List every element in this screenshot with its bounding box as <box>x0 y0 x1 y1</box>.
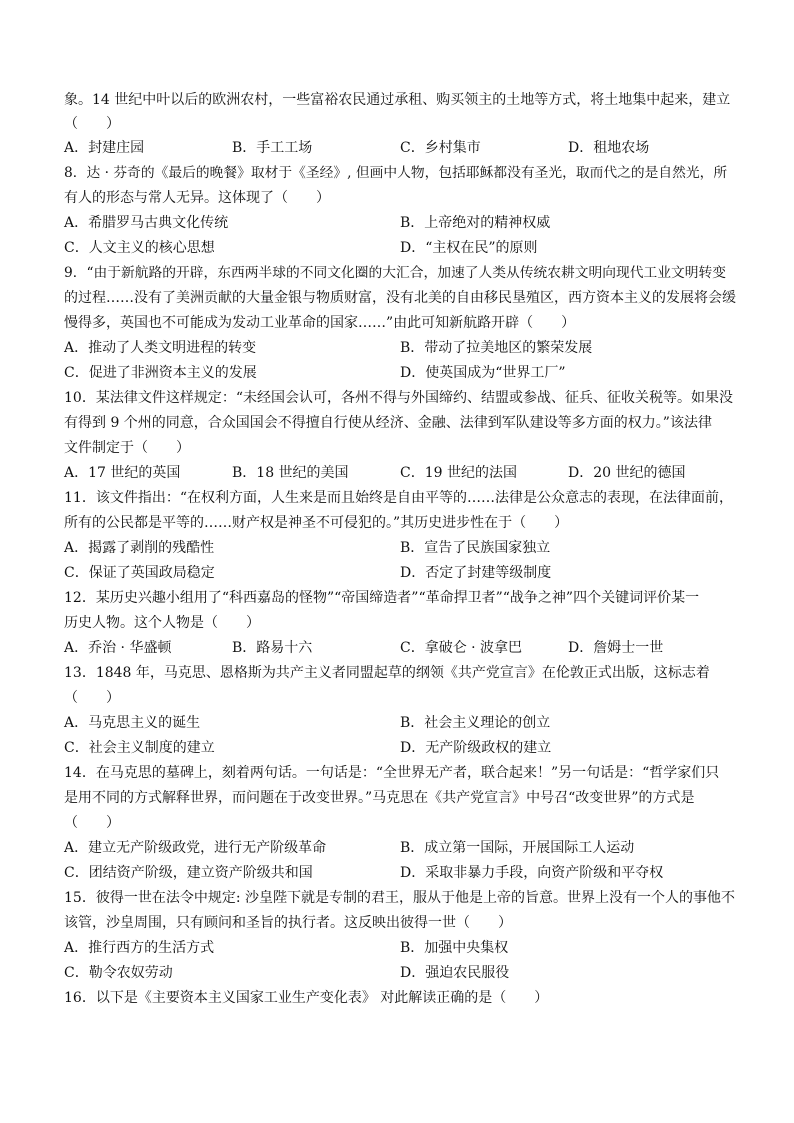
question-9-text-line-3: 慢得多，英国也不可能成为发动工业革命的国家……”由此可知新航路开辟（ ） <box>64 315 576 331</box>
question-11-text-line-1: 11．该文件指出：“在权利方面，人生来是而且始终是自由平等的……法律是公众意志的表现，在法律面前， <box>64 490 733 506</box>
question-8-text-line-1: 8．达 · 芬奇的《最后的晚餐》取材于《圣经》, 但画中人物，包括耶稣都没有圣光，取而代之的是自然光，所 <box>64 165 728 181</box>
question-10-text-line-3: 文件制定于（ ） <box>64 440 190 456</box>
question-14-option-d[interactable]: D．采取非暴力手段，向资产阶级和平夺权 <box>400 865 664 881</box>
question-10-option-a[interactable]: A．17 世纪的英国 <box>64 465 181 481</box>
question-12-option-a[interactable]: A．乔治 · 华盛顿 <box>64 640 172 656</box>
question-9-option-b[interactable]: B．带动了拉美地区的繁荣发展 <box>400 340 593 356</box>
question-16-text-line-1: 16．以下是《主要资本主义国家工业生产变化表》 对此解读正确的是（ ） <box>64 990 549 1006</box>
question-14-option-b[interactable]: B．成立第一国际，开展国际工人运动 <box>400 840 635 856</box>
question-7-text-line-1: 象。14 世纪中叶以后的欧洲农村，一些富裕农民通过承租、购买领主的土地等方式，将土地集中起来，建立 <box>64 92 731 108</box>
question-7-option-a[interactable]: A．封建庄园 <box>64 140 145 156</box>
question-13-option-b[interactable]: B．社会主义理论的创立 <box>400 715 551 731</box>
question-14-text-line-2: 是用不同的方式解释世界，而问题在于改变世界。”马克思在《共产党宣言》中号召“改变世界”的方式是 <box>64 790 695 806</box>
question-9-option-a[interactable]: A．推动了人类文明进程的转变 <box>64 340 257 356</box>
question-15-option-c[interactable]: C．勒令农奴劳动 <box>64 965 173 981</box>
question-8-option-a[interactable]: A．希腊罗马古典文化传统 <box>64 215 229 231</box>
question-10-option-d[interactable]: D．20 世纪的德国 <box>568 465 686 481</box>
question-12-text-line-2: 历史人物。这个人物是（ ） <box>64 615 260 631</box>
question-13-option-a[interactable]: A．马克思主义的诞生 <box>64 715 201 731</box>
question-12-option-d[interactable]: D．詹姆士一世 <box>568 640 664 656</box>
question-15-option-a[interactable]: A．推行西方的生活方式 <box>64 940 215 956</box>
question-8-option-c[interactable]: C．人文主义的核心思想 <box>64 240 215 256</box>
question-7-option-c[interactable]: C．乡村集市 <box>400 140 481 156</box>
question-11-option-b[interactable]: B．宣告了民族国家独立 <box>400 540 551 556</box>
question-13-option-d[interactable]: D．无产阶级政权的建立 <box>400 740 552 756</box>
question-15-option-d[interactable]: D．强迫农民服役 <box>400 965 510 981</box>
question-11-text-line-2: 所有的公民都是平等的……财产权是神圣不可侵犯的。”其历史进步性在于（ ） <box>64 515 569 531</box>
question-11-option-d[interactable]: D．否定了封建等级制度 <box>400 565 552 581</box>
question-11-option-c[interactable]: C．保证了英国政局稳定 <box>64 565 215 581</box>
question-11-option-a[interactable]: A．揭露了剥削的残酷性 <box>64 540 215 556</box>
question-15-text-line-1: 15．彼得一世在法令中规定: 沙皇陛下就是专制的君王，服从于他是上帝的旨意。世界上没有一个人的事他不 <box>64 890 735 906</box>
question-12-option-b[interactable]: B．路易十六 <box>232 640 313 656</box>
question-12-option-c[interactable]: C．拿破仑 · 波拿巴 <box>400 640 523 656</box>
question-10-option-c[interactable]: C．19 世纪的法国 <box>400 465 517 481</box>
question-13-text-line-1: 13．1848 年，马克思、恩格斯为共产主义者同盟起草的纲领《共产党宣言》在伦敦正式出版，这标志着 <box>64 665 710 681</box>
question-10-text-line-1: 10．某法律文件这样规定：“未经国会认可，各州不得与外国缔约、结盟或参战、征兵、征收关税等。如果没 <box>64 390 733 406</box>
question-7-text-line-2: （ ） <box>64 116 120 132</box>
question-15-text-line-2: 该管，沙皇周围，只有顾问和圣旨的执行者。这反映出彼得一世（ ） <box>64 915 512 931</box>
question-15-option-b[interactable]: B．加强中央集权 <box>400 940 509 956</box>
question-13-text-line-2: （ ） <box>64 690 120 706</box>
question-13-option-c[interactable]: C．社会主义制度的建立 <box>64 740 215 756</box>
question-9-option-c[interactable]: C．促进了非洲资本主义的发展 <box>64 365 257 381</box>
question-10-option-b[interactable]: B．18 世纪的美国 <box>232 465 349 481</box>
question-14-option-c[interactable]: C．团结资产阶级，建立资产阶级共和国 <box>64 865 313 881</box>
question-9-text-line-1: 9．“由于新航路的开辟，东西两半球的不同文化圈的大汇合，加速了人类从传统农耕文明向现代工业文明转变 <box>64 265 727 281</box>
question-14-option-a[interactable]: A．建立无产阶级政党，进行无产阶级革命 <box>64 840 327 856</box>
question-14-text-line-3: （ ） <box>64 815 120 831</box>
question-9-text-line-2: 的过程……没有了美洲贡献的大量金银与物质财富，没有北美的自由移民垦殖区，西方资本主义的发展将会缓 <box>64 290 736 306</box>
question-12-text-line-1: 12．某历史兴趣小组用了“科西嘉岛的怪物”“帝国缔造者”“革命捍卫者”“战争之神”四个关键词评价某一 <box>64 590 700 606</box>
question-7-option-b[interactable]: B．手工工场 <box>232 140 313 156</box>
question-10-text-line-2: 有得到 9 个州的同意，合众国国会不得擅自行使从经济、金融、法律到军队建设等多方面的权力。”该法律 <box>64 415 712 431</box>
question-14-text-line-1: 14．在马克思的墓碑上，刻着两句话。一句话是：“全世界无产者，联合起来！”另一句话是：“哲学家们只 <box>64 765 720 781</box>
question-8-option-b[interactable]: B．上帝绝对的精神权威 <box>400 215 551 231</box>
question-8-text-line-2: 有人的形态与常人无异。这体现了（ ） <box>64 190 330 206</box>
question-7-option-d[interactable]: D．租地农场 <box>568 140 650 156</box>
question-9-option-d[interactable]: D．使英国成为“世界工厂” <box>400 365 566 381</box>
question-8-option-d[interactable]: D．“主权在民”的原则 <box>400 240 538 256</box>
